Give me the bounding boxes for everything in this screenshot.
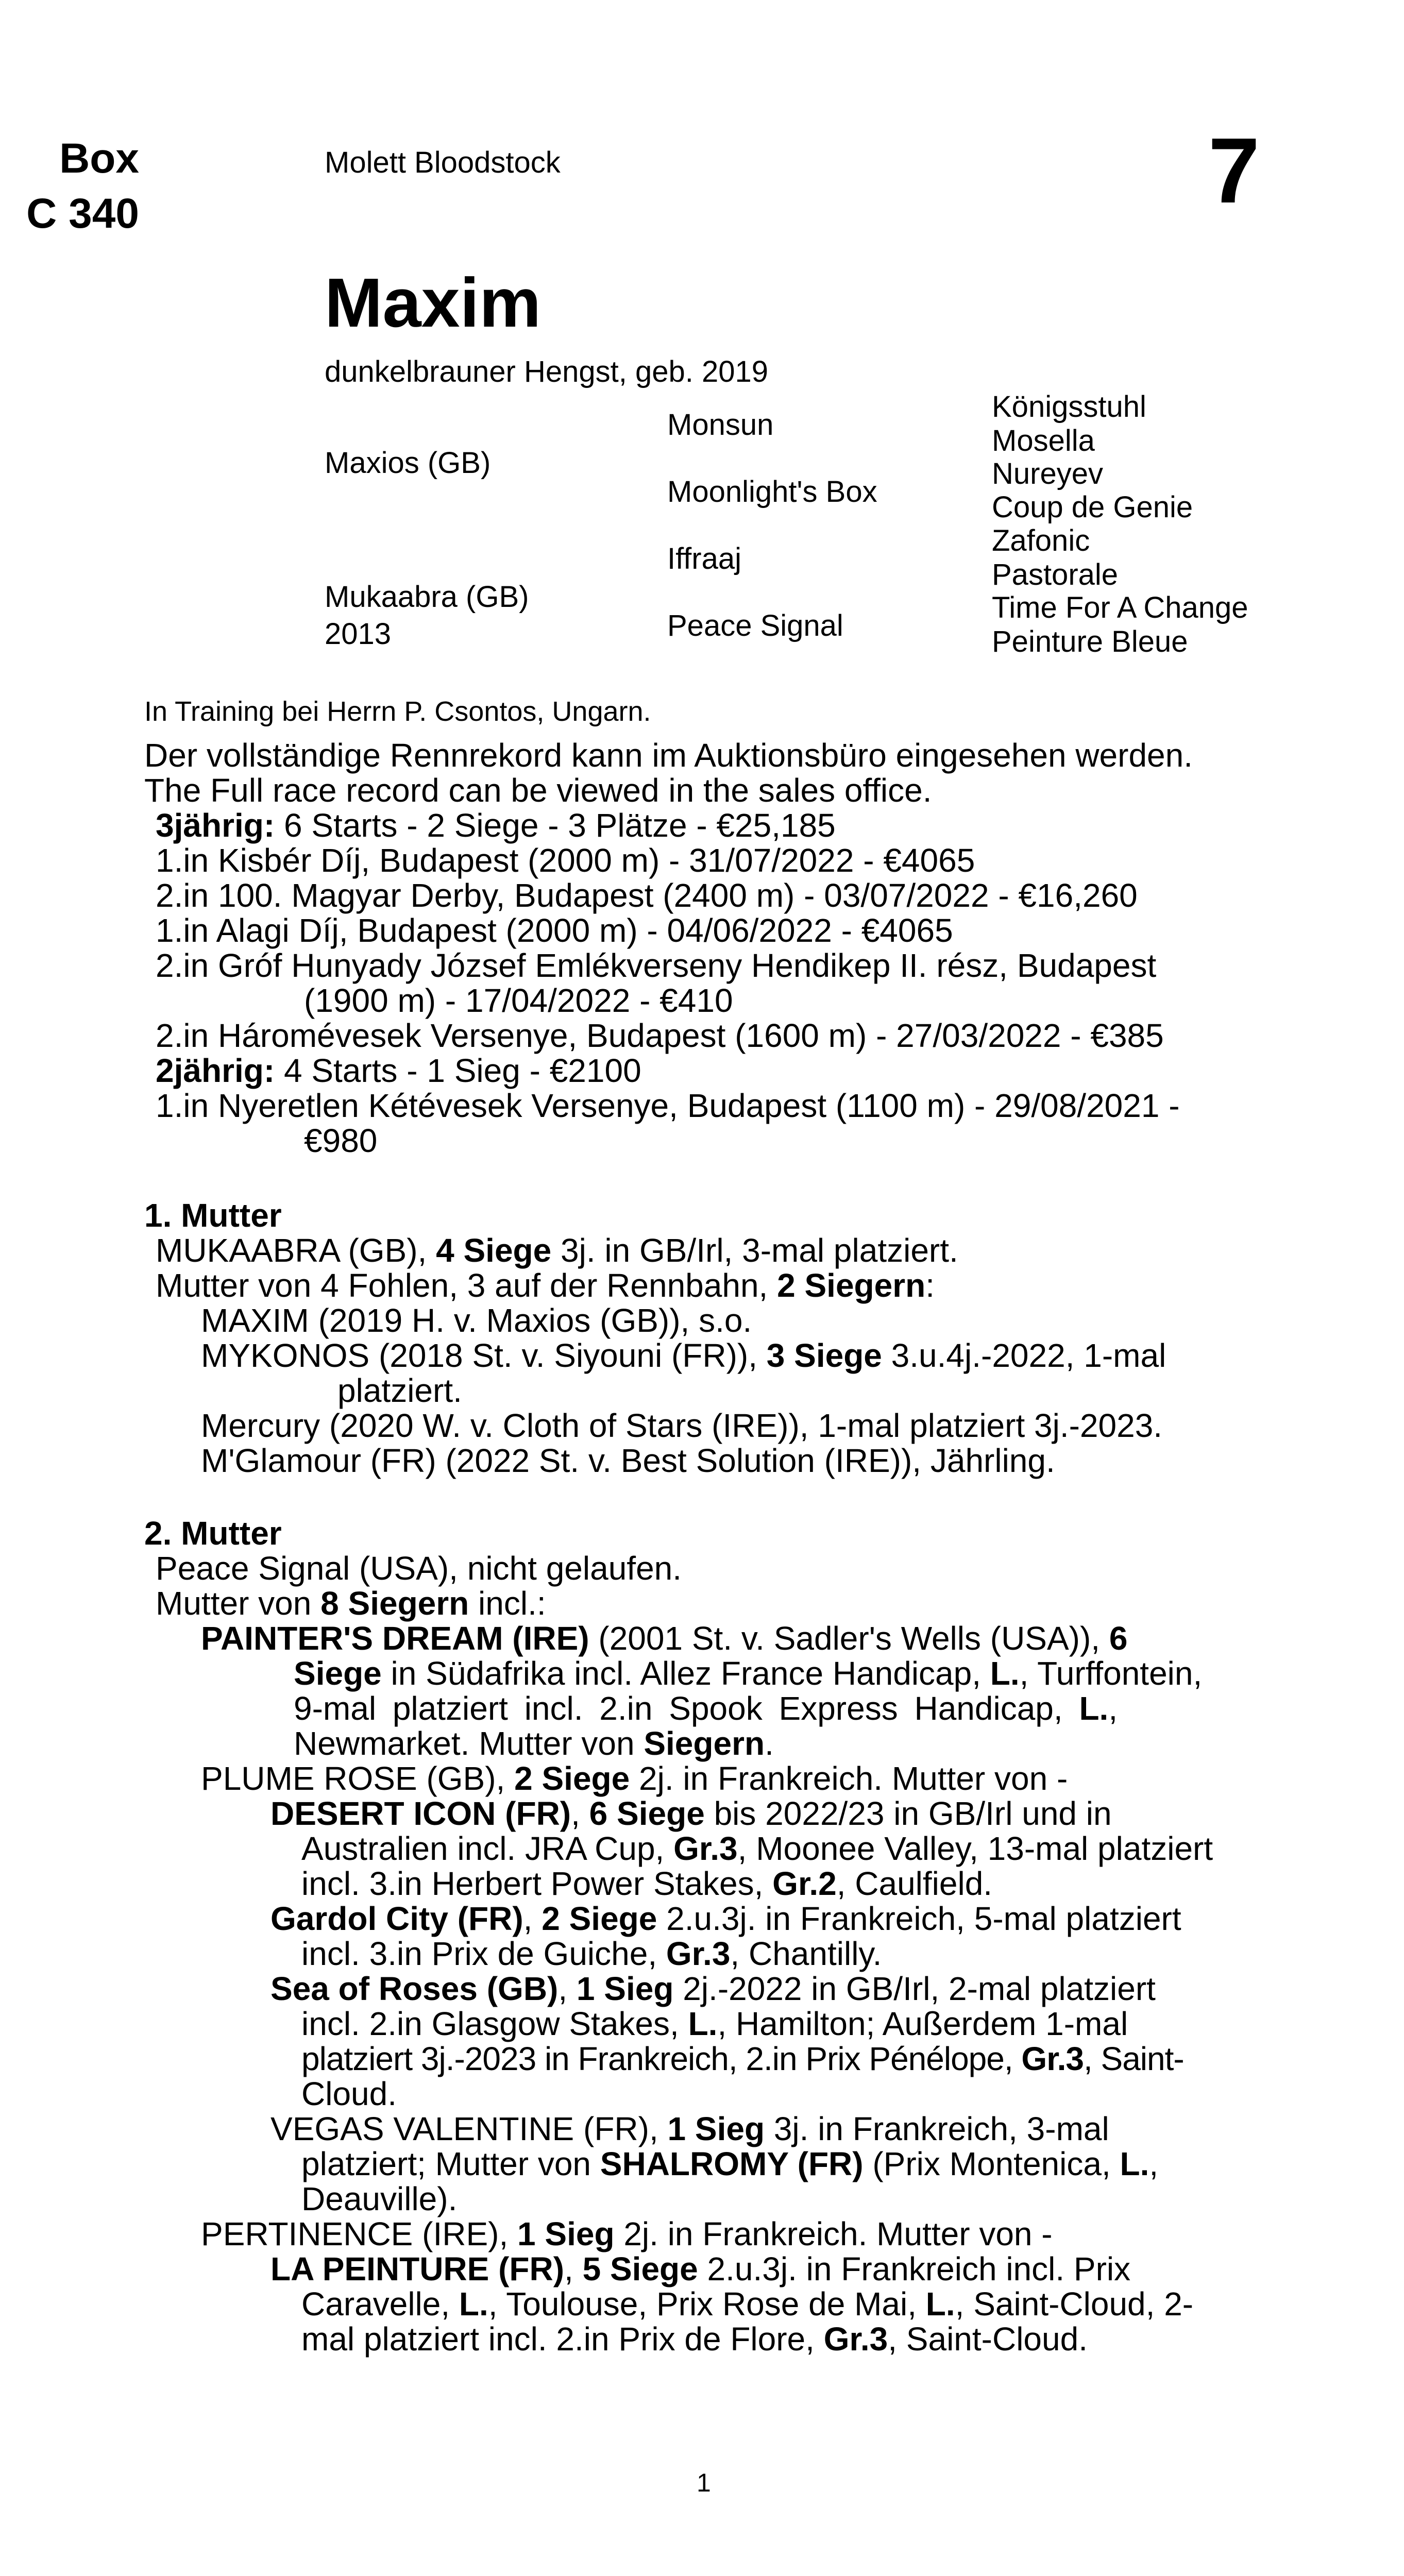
grand-offspring-line-cont: incl. 2.in Glasgow Stakes, L., Hamilton; Außerdem 1-mal bbox=[301, 2005, 1128, 2042]
offspring-line: PLUME ROSE (GB), 2 Siege 2j. in Frankreich. Mutter von - bbox=[201, 1760, 1068, 1797]
pedigree-ggs-6: Pastorale bbox=[992, 558, 1119, 591]
offspring-line: MAXIM (2019 H. v. Maxios (GB)), s.o. bbox=[201, 1302, 752, 1339]
pedigree-dam: Mukaabra (GB) bbox=[325, 580, 529, 614]
race-line: 1.in Nyeretlen Kétévesek Versenye, Budapest (1100 m) - 29/08/2021 - bbox=[156, 1087, 1180, 1124]
grand-offspring-line: LA PEINTURE (FR), 5 Siege 2.u.3j. in Frankreich incl. Prix bbox=[270, 2250, 1131, 2287]
grand-offspring-line-cont: incl. 3.in Prix de Guiche, Gr.3, Chantilly. bbox=[301, 1935, 882, 1972]
race-line: 2.in Gróf Hunyady József Emlékverseny Hendikep II. rész, Budapest bbox=[156, 947, 1157, 984]
grand-offspring-line-cont: platziert 3j.-2023 in Frankreich, 2.in Prix Pénélope, Gr.3, Saint- bbox=[301, 2040, 1184, 2077]
offspring-line-cont: Siege in Südafrika incl. Allez France Handicap, L., Turffontein, bbox=[294, 1655, 1203, 1692]
race-line-cont: €980 bbox=[304, 1122, 378, 1159]
age3-label: 3jährig: bbox=[156, 807, 275, 844]
age2-summary: 2jährig: 4 Starts - 1 Sieg - €2100 bbox=[156, 1052, 641, 1089]
grand-offspring-line: Sea of Roses (GB), 1 Sieg 2j.-2022 in GB/Irl, 2-mal platziert bbox=[270, 1970, 1156, 2007]
horse-description: dunkelbrauner Hengst, geb. 2019 bbox=[325, 355, 768, 388]
pedigree-sire: Maxios (GB) bbox=[325, 446, 491, 480]
offspring-line-cont: platziert. bbox=[337, 1372, 462, 1409]
pedigree-ggs-1: Königsstuhl bbox=[992, 390, 1146, 423]
race-line: 2.in 100. Magyar Derby, Budapest (2400 m) - 03/07/2022 - €16,260 bbox=[156, 877, 1138, 914]
race-line: 1.in Alagi Díj, Budapest (2000 m) - 04/06/2022 - €4065 bbox=[156, 912, 953, 949]
grand-offspring-line: DESERT ICON (FR), 6 Siege bis 2022/23 in GB/Irl und in bbox=[270, 1795, 1112, 1832]
page-number: 1 bbox=[697, 2468, 711, 2497]
second-dam-section bbox=[144, 1516, 1267, 2357]
grand-offspring-line-cont: platziert; Mutter von SHALROMY (FR) (Prix Montenica, L., bbox=[301, 2145, 1159, 2182]
first-dam-heading: 1. Mutter bbox=[144, 1197, 282, 1234]
second-dam-heading: 2. Mutter bbox=[144, 1515, 282, 1552]
race-record-note-de: Der vollständige Rennrekord kann im Auktionsbüro eingesehen werden. bbox=[144, 737, 1193, 774]
grand-offspring-line: Gardol City (FR), 2 Siege 2.u.3j. in Frankreich, 5-mal platziert bbox=[270, 1900, 1181, 1937]
grand-offspring-line-cont: Cloud. bbox=[301, 2075, 397, 2112]
offspring-line-cont: 9-mal platziert incl. 2.in Spook Express Handicap, L., bbox=[294, 1690, 1118, 1727]
first-dam-line: Mutter von 4 Fohlen, 3 auf der Rennbahn, 2 Siegern: bbox=[156, 1267, 935, 1304]
offspring-line: Mercury (2020 W. v. Cloth of Stars (IRE)), 1-mal platziert 3j.-2023. bbox=[201, 1407, 1163, 1444]
grand-offspring-line-cont: mal platziert incl. 2.in Prix de Flore, Gr.3, Saint-Cloud. bbox=[301, 2320, 1088, 2358]
pedigree-gs-1: Monsun bbox=[667, 408, 774, 442]
pedigree-ggs-5: Zafonic bbox=[992, 524, 1090, 557]
offspring-line: PAINTER'S DREAM (IRE) (2001 St. v. Sadler's Wells (USA)), 6 bbox=[201, 1620, 1128, 1657]
first-dam-line: MUKAABRA (GB), 4 Siege 3j. in GB/Irl, 3-mal platziert. bbox=[156, 1232, 958, 1269]
pedigree-gs-3: Iffraaj bbox=[667, 542, 742, 575]
grand-offspring-line-cont: incl. 3.in Herbert Power Stakes, Gr.2, Caulfield. bbox=[301, 1865, 993, 1902]
consignor: Molett Bloodstock bbox=[325, 146, 561, 179]
age2-label: 2jährig: bbox=[156, 1052, 275, 1089]
pedigree-gs-2: Moonlight's Box bbox=[667, 475, 877, 509]
race-line: 1.in Kisbér Díj, Budapest (2000 m) - 31/07/2022 - €4065 bbox=[156, 842, 975, 879]
box-label bbox=[0, 131, 139, 241]
offspring-line: M'Glamour (FR) (2022 St. v. Best Solution (IRE)), Jährling. bbox=[201, 1442, 1055, 1479]
grand-offspring-line-cont: Deauville). bbox=[301, 2180, 458, 2217]
second-dam-line: Peace Signal (USA), nicht gelaufen. bbox=[156, 1550, 682, 1587]
offspring-line: PERTINENCE (IRE), 1 Sieg 2j. in Frankreich. Mutter von - bbox=[201, 2215, 1053, 2252]
grand-offspring-line-cont: Caravelle, L., Toulouse, Prix Rose de Mai, L., Saint-Cloud, 2- bbox=[301, 2285, 1194, 2323]
lot-number: 7 bbox=[1208, 119, 1260, 223]
first-dam-section bbox=[144, 1198, 1267, 1478]
race-line: 2.in Háromévesek Versenye, Budapest (1600 m) - 27/03/2022 - €385 bbox=[156, 1017, 1164, 1054]
grand-offspring-line-cont: Australien incl. JRA Cup, Gr.3, Moonee Valley, 13-mal platziert bbox=[301, 1830, 1213, 1867]
race-line-cont: (1900 m) - 17/04/2022 - €410 bbox=[304, 982, 733, 1019]
pedigree-ggs-8: Peinture Bleue bbox=[992, 625, 1188, 658]
horse-name: Maxim bbox=[325, 264, 542, 342]
pedigree-ggs-4: Coup de Genie bbox=[992, 490, 1193, 524]
age3-summary: 3jährig: 6 Starts - 2 Siege - 3 Plätze - €25,185 bbox=[156, 807, 836, 844]
race-record bbox=[144, 738, 1267, 1158]
box-number: C 340 bbox=[26, 190, 139, 237]
box-word: Box bbox=[59, 135, 139, 182]
grand-offspring-line: VEGAS VALENTINE (FR), 1 Sieg 3j. in Frankreich, 3-mal bbox=[270, 2110, 1109, 2147]
offspring-line-cont: Newmarket. Mutter von Siegern. bbox=[294, 1725, 774, 1762]
pedigree-ggs-7: Time For A Change bbox=[992, 591, 1248, 624]
offspring-line: MYKONOS (2018 St. v. Siyouni (FR)), 3 Siege 3.u.4j.-2022, 1-mal bbox=[201, 1337, 1166, 1374]
pedigree-ggs-3: Nureyev bbox=[992, 457, 1103, 490]
pedigree-gs-4: Peace Signal bbox=[667, 609, 843, 642]
pedigree-dam-year: 2013 bbox=[325, 617, 392, 651]
pedigree-ggs-2: Mosella bbox=[992, 424, 1095, 457]
race-record-note-en: The Full race record can be viewed in the sales office. bbox=[144, 772, 932, 809]
second-dam-line: Mutter von 8 Siegern incl.: bbox=[156, 1585, 546, 1622]
trainer-info: In Training bei Herrn P. Csontos, Ungarn. bbox=[144, 696, 651, 727]
